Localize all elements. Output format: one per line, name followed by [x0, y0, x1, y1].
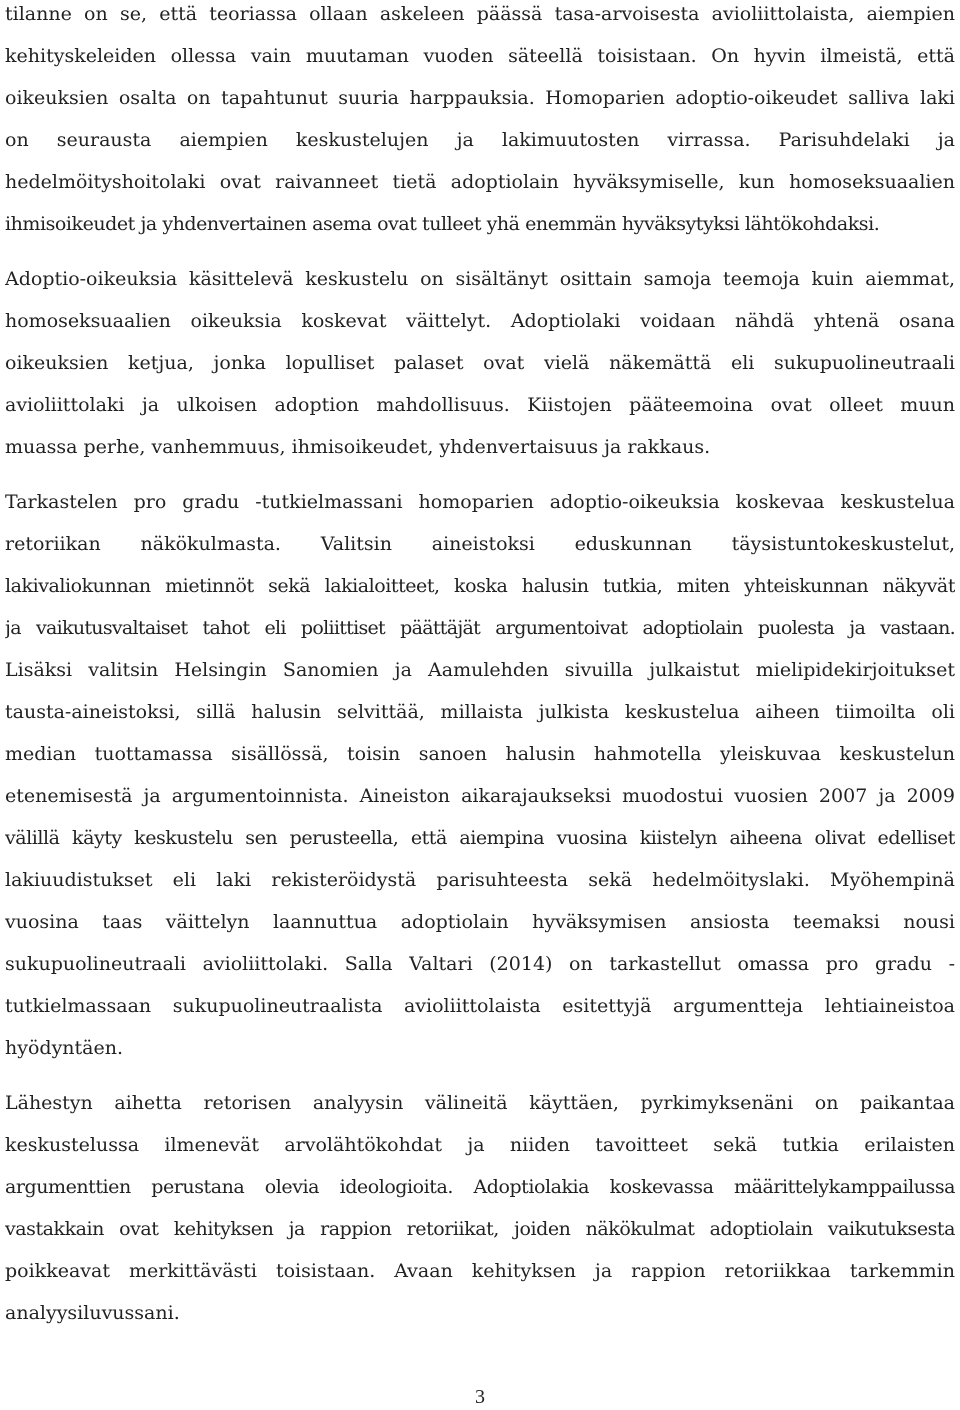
text-line: avioliittolaki ja ulkoisen adoption mahdollisuus. Kiistojen pääteemoina ovat olleet muun [5, 394, 955, 416]
text-line: poikkeavat merkittävästi toisistaan. Avaan kehityksen ja rappion retoriikkaa tarkemmin [5, 1260, 955, 1282]
text-line: hedelmöityshoitolaki ovat raivanneet tietä adoptiolain hyväksymiselle, kun homoseksuaalien [5, 171, 955, 193]
paragraph-gap [5, 468, 955, 481]
text-line: tausta-aineistoksi, sillä halusin selvittää, millaista julkista keskustelua aiheen tiimoilta oli [5, 701, 955, 723]
text-line: Tarkastelen pro gradu -tutkielmassani homoparien adoptio-oikeuksia koskevaa keskustelua [5, 491, 955, 513]
text-line: tutkielmassaan sukupuolineutraalista avioliittolaista esitettyjä argumentteja lehtiaineistoa [5, 995, 955, 1017]
text-line: analyysiluvussani. [5, 1302, 180, 1324]
text-line: on seurausta aiempien keskustelujen ja lakimuutosten virrassa. Parisuhdelaki ja [5, 129, 955, 151]
text-line: etenemisestä ja argumentoinnista. Aineiston aikarajaukseksi muodostui vuosien 2007 ja 2009 [5, 785, 955, 807]
body-text [5, 0, 955, 1334]
text-line: Adoptio-oikeuksia käsittelevä keskustelu on sisältänyt osittain samoja teemoja kuin aiemmat, [5, 268, 955, 290]
text-line: kehityskeleiden ollessa vain muutaman vuoden säteellä toisistaan. On hyvin ilmeistä, että [5, 45, 955, 67]
text-line: median tuottamassa sisällössä, toisin sanoen halusin hahmotella yleiskuvaa keskustelun [5, 743, 955, 765]
text-line: Lähestyn aihetta retorisen analyysin välineitä käyttäen, pyrkimyksenäni on paikantaa [5, 1092, 955, 1114]
text-line: välillä käyty keskustelu sen perusteella, että aiempina vuosina kiistelyn aiheena olivat edelliset [5, 827, 955, 849]
page-number: 3 [475, 1386, 485, 1408]
text-line: oikeuksien osalta on tapahtunut suuria harppauksia. Homoparien adoptio-oikeudet salliva laki [5, 87, 955, 109]
text-line: sukupuolineutraali avioliittolaki. Salla Valtari (2014) on tarkastellut omassa pro gradu - [5, 953, 955, 975]
text-line: hyödyntäen. [5, 1037, 124, 1059]
text-line: tilanne on se, että teoriassa ollaan askeleen päässä tasa-arvoisesta avioliittolaista, aiempien [5, 3, 955, 25]
paragraph-gap [5, 245, 955, 258]
text-line: vuosina taas väittelyn laannuttua adoptiolain hyväksymisen ansiosta teemaksi nousi [5, 911, 955, 933]
text-line: muassa perhe, vanhemmuus, ihmisoikeudet, yhdenvertaisuus ja rakkaus. [5, 436, 711, 458]
text-line: retoriikan näkökulmasta. Valitsin aineistoksi eduskunnan täysistuntokeskustelut, [5, 533, 955, 555]
paragraph-gap [5, 1069, 955, 1082]
text-line: vastakkain ovat kehityksen ja rappion retoriikat, joiden näkökulmat adoptiolain vaikutuksesta [5, 1218, 955, 1240]
text-line: lakivaliokunnan mietinnöt sekä lakialoitteet, koska halusin tutkia, miten yhteiskunnan näkyvät [5, 575, 955, 597]
paragraph-4 [5, 1082, 955, 1334]
text-line: ja vaikutusvaltaiset tahot eli poliittiset päättäjät argumentoivat adoptiolain puolesta ja vastaan. [5, 617, 955, 639]
text-line: ihmisoikeudet ja yhdenvertainen asema ovat tulleet yhä enemmän hyväksytyksi lähtökohdaksi. [5, 213, 880, 235]
paragraph-2 [5, 258, 955, 468]
text-line: Lisäksi valitsin Helsingin Sanomien ja Aamulehden sivuilla julkaistut mielipidekirjoitukset [5, 659, 955, 681]
text-line: argumenttien perustana olevia ideologioita. Adoptiolakia koskevassa määrittelykamppailussa [5, 1176, 955, 1198]
text-line: oikeuksien ketjua, jonka lopulliset palaset ovat vielä näkemättä eli sukupuolineutraali [5, 352, 955, 374]
paragraph-3 [5, 481, 955, 1069]
text-line: homoseksuaalien oikeuksia koskevat väittelyt. Adoptiolaki voidaan nähdä yhtenä osana [5, 310, 955, 332]
text-line: keskustelussa ilmenevät arvolähtökohdat ja niiden tavoitteet sekä tutkia erilaisten [5, 1134, 955, 1156]
paragraph-1 [5, 0, 955, 245]
text-line: lakiuudistukset eli laki rekisteröidystä parisuhteesta sekä hedelmöityslaki. Myöhempinä [5, 869, 955, 891]
